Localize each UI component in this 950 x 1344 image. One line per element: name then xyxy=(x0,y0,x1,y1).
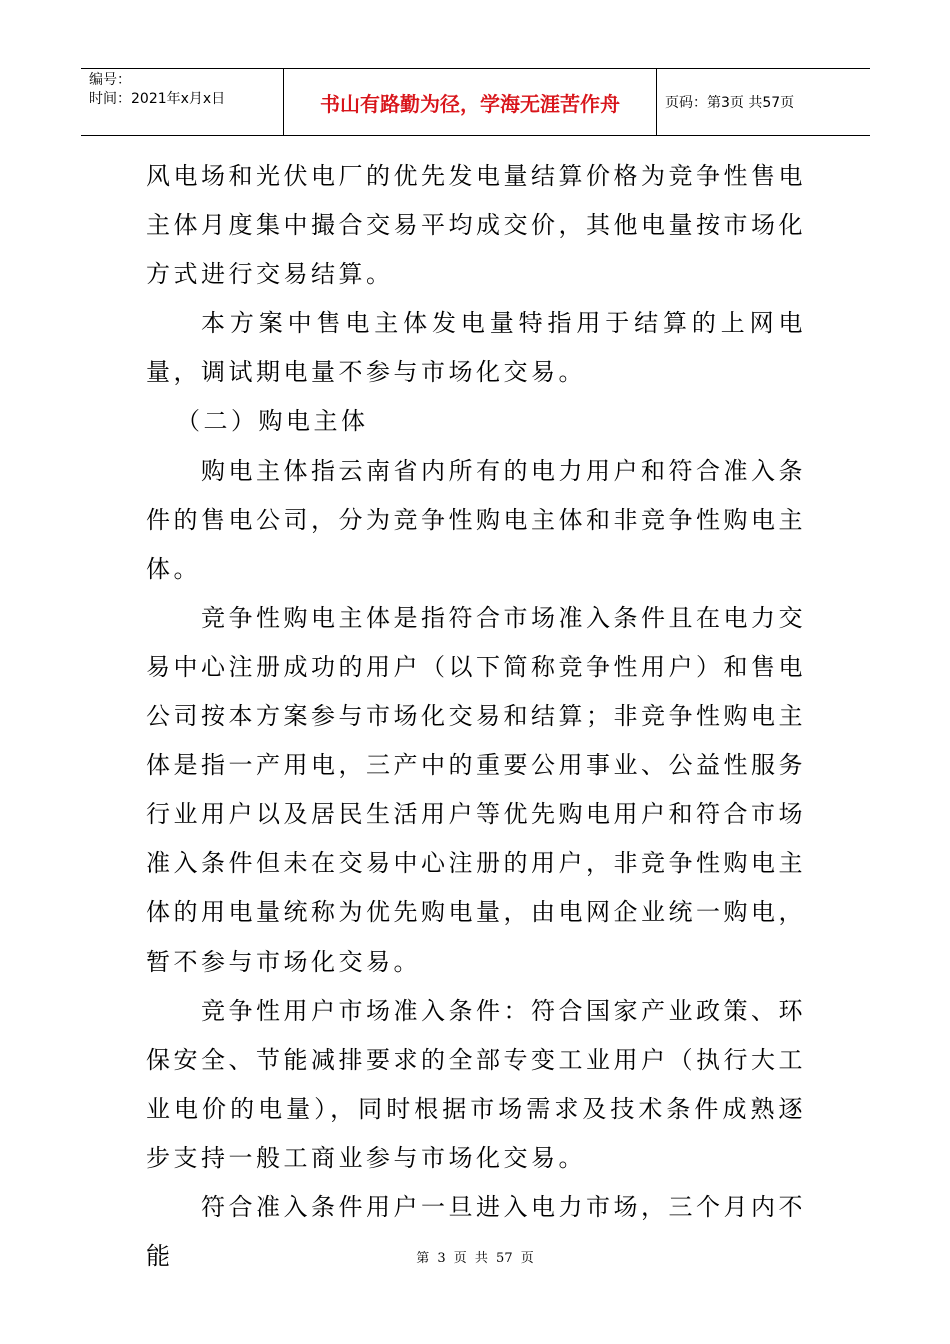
document-number-label: 编号： xyxy=(89,72,131,88)
header-motto: 书山有路勤为径，学海无涯苦作舟 xyxy=(284,69,657,135)
header-page-info: 页码：第3页 共57页 xyxy=(665,95,795,111)
paragraph: 本方案中售电主体发电量特指用于结算的上网电量，调试期电量不参与市场化交易。 xyxy=(146,309,806,387)
paragraph: 符合准入条件用户一旦进入电力市场，三个月内不能 xyxy=(146,1192,806,1271)
section-heading: （二）购电主体 xyxy=(176,407,369,436)
paragraph: 风电场和光伏电厂的优先发电量结算价格为竞争性售电主体月度集中撮合交易平均成交价，其他电量按市场化方式进行交易结算。 xyxy=(146,162,806,289)
page-header xyxy=(81,68,870,136)
page-footer: 第 3 页 共 57 页 xyxy=(416,1251,534,1266)
paragraph: 购电主体指云南省内所有的电力用户和符合准入条件的售电公司，分为竞争性购电主体和非竞争性购电主体。 xyxy=(146,456,806,583)
paragraph: 竞争性购电主体是指符合市场准入条件且在电力交易中心注册成功的用户（以下简称竞争性用户）和售电公司按本方案参与市场化交易和结算；非竞争性购电主体是指一产用电，三产中的重要公用事业、公益性服务行业用户以及居民生活用户等优先购电用户和符合市场准入条件但未在交易中心注册的用户，非竞争性购电主体的用电量统称为优先购电量，由电网企业统一购电，暂不参与市场化交易。 xyxy=(146,603,806,976)
document-body xyxy=(146,152,806,1281)
header-meta xyxy=(81,69,284,135)
paragraph: 竞争性用户市场准入条件：符合国家产业政策、环保安全、节能减排要求的全部专变工业用户（执行大工业电价的电量），同时根据市场需求及技术条件成熟逐步支持一般工商业参与市场化交易。 xyxy=(146,996,806,1172)
document-date-label: 时间：2021年x月x日 xyxy=(89,91,226,107)
